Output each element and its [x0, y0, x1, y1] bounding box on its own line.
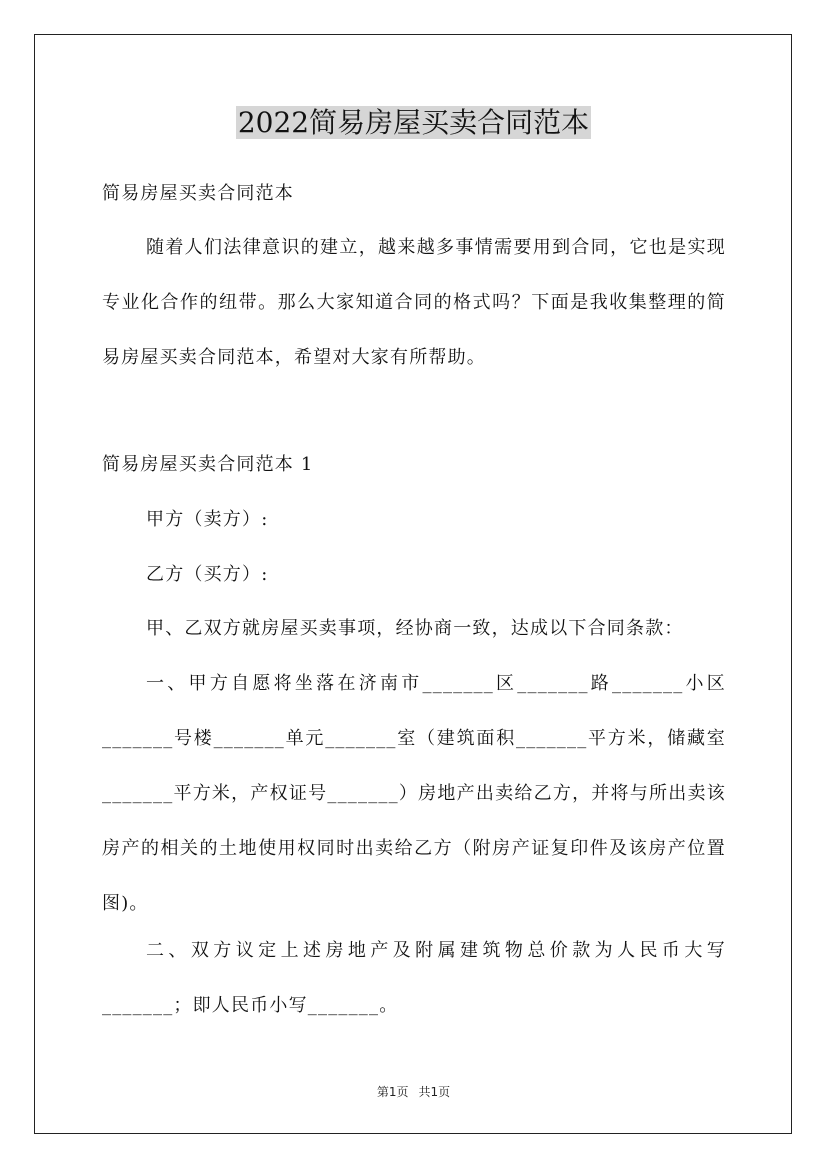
page-footer [0, 1084, 827, 1100]
party-b-line: 乙方（买方）: [146, 564, 269, 585]
party-a-line: 甲方（卖方）: [146, 509, 269, 530]
clause-2: 二、双方议定上述房地产及附属建筑物总价款为人民币大写_______；即人民币小写_______。 [102, 940, 726, 1016]
page-total: 共1页 [418, 1085, 451, 1099]
clause-1: 一、甲方自愿将坐落在济南市_______区_______路_______小区_______号楼_______单元_______室（建筑面积_______平方米，储藏室_______平方米，产权证号_______）房地产出卖给乙方，并将与所出卖该房产的相关的土地使用权同时出卖给乙方（附房产证复印件及该房产位置图)。 [102, 673, 726, 914]
document-title-text: 2022简易房屋买卖合同范本 [237, 106, 590, 139]
contract-heading: 简易房屋买卖合同范本 1 [102, 454, 314, 475]
intro-heading: 简易房屋买卖合同范本 [102, 183, 294, 204]
agreement-line: 甲、乙双方就房屋买卖事项，经协商一致，达成以下合同条款： [146, 618, 684, 639]
intro-paragraph: 随着人们法律意识的建立，越来越多事情需要用到合同，它也是实现专业化合作的纽带。那么大家知道合同的格式吗？下面是我收集整理的简易房屋买卖合同范本，希望对大家有所帮助。 [102, 237, 726, 368]
page-number: 第1页 [376, 1085, 409, 1099]
document-title [0, 104, 827, 142]
